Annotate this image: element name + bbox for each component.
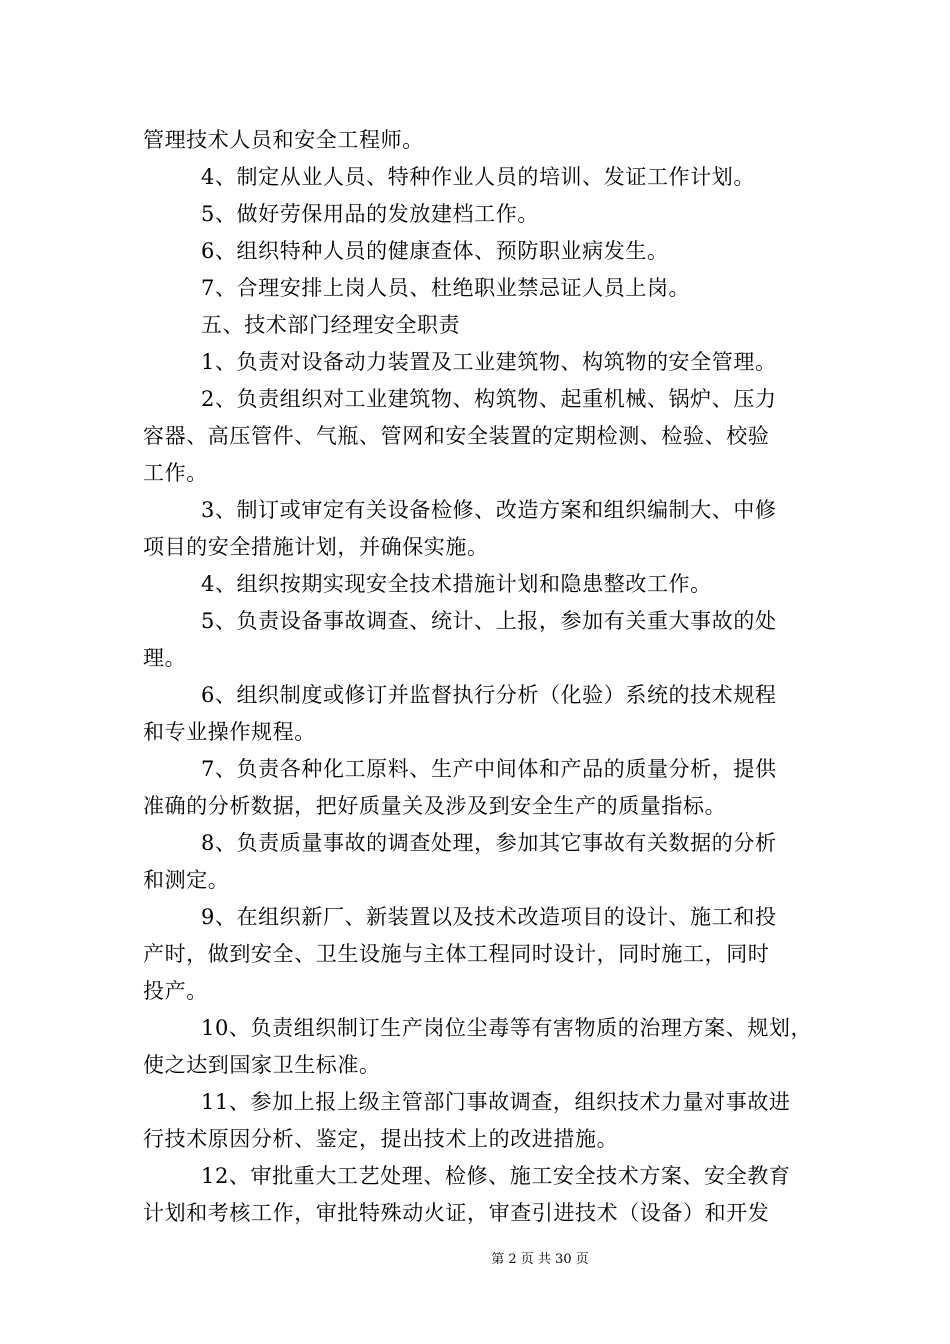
text-line: 9、在组织新厂、新装置以及技术改造项目的设计、施工和投 — [201, 905, 777, 929]
text-line: 5、做好劳保用品的发放建档工作。 — [201, 202, 539, 226]
text-line: 4、制定从业人员、特种作业人员的培训、发证工作计划。 — [201, 165, 755, 189]
text-line: 工作。 — [143, 461, 208, 485]
text-line: 计划和考核工作，审批特殊动火证，审查引进技术（设备）和开发 — [143, 1201, 770, 1225]
text-line: 使之达到国家卫生标准。 — [143, 1053, 381, 1077]
text-line: 理。 — [143, 646, 187, 670]
text-line: 五、技术部门经理安全职责 — [201, 313, 461, 337]
text-line: 11、参加上报上级主管部门事故调查，组织技术力量对事故进 — [201, 1090, 791, 1114]
text-line: 容器、高压管件、气瓶、管网和安全装置的定期检测、检验、校验 — [143, 424, 770, 448]
text-line: 8、负责质量事故的调查处理，参加其它事故有关数据的分析 — [201, 831, 777, 855]
page-number-footer: 第 2 页 共 30 页 — [491, 1252, 589, 1267]
text-line: 项目的安全措施计划，并确保实施。 — [143, 535, 489, 559]
text-line: 12、审批重大工艺处理、检修、施工安全技术方案、安全教育 — [201, 1164, 791, 1188]
text-line: 和测定。 — [143, 868, 230, 892]
text-line: 和专业操作规程。 — [143, 720, 316, 744]
text-line: 5、负责设备事故调查、统计、上报，参加有关重大事故的处 — [201, 609, 777, 633]
text-line: 管理技术人员和安全工程师。 — [143, 128, 424, 152]
text-line: 1、负责对设备动力装置及工业建筑物、构筑物的安全管理。 — [201, 350, 777, 374]
text-line: 投产。 — [143, 979, 208, 1003]
document-body — [143, 122, 813, 1232]
text-line: 准确的分析数据，把好质量关及涉及到安全生产的质量指标。 — [143, 794, 727, 818]
text-line: 2、负责组织对工业建筑物、构筑物、起重机械、锅炉、压力 — [201, 387, 777, 411]
text-line: 6、组织制度或修订并监督执行分析（化验）系统的技术规程 — [201, 683, 777, 707]
text-line: 行技术原因分析、鉴定，提出技术上的改进措施。 — [143, 1127, 619, 1151]
text-line: 产时，做到安全、卫生设施与主体工程同时设计，同时施工，同时 — [143, 942, 770, 966]
text-line: 6、组织特种人员的健康查体、预防职业病发生。 — [201, 239, 669, 263]
text-line: 7、负责各种化工原料、生产中间体和产品的质量分析，提供 — [201, 757, 777, 781]
text-line: 10、负责组织制订生产岗位尘毒等有害物质的治理方案、规划， — [201, 1016, 813, 1040]
text-line: 7、合理安排上岗人员、杜绝职业禁忌证人员上岗。 — [201, 276, 691, 300]
text-line: 3、制订或审定有关设备检修、改造方案和组织编制大、中修 — [201, 498, 777, 522]
text-line: 4、组织按期实现安全技术措施计划和隐患整改工作。 — [201, 572, 712, 596]
